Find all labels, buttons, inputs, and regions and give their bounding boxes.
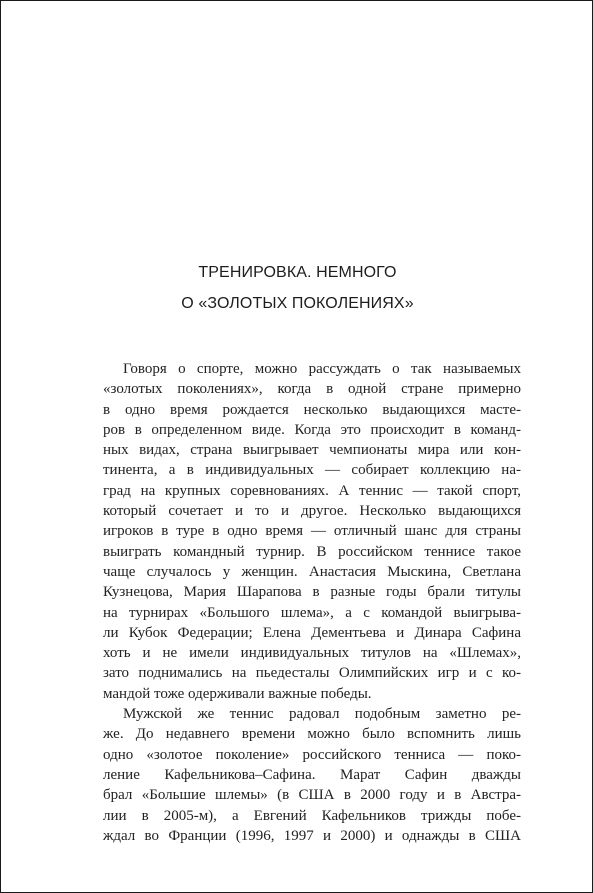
text-line: зато поднимались на пьедесталы Олимпийских игр и с ко-: [103, 665, 521, 682]
text-line: игроков в туре в одно время — отличный шанс для страны: [103, 523, 521, 540]
text-line: Мужской же теннис радовал подобным заметно ре-: [123, 706, 521, 723]
text-line: ров в определенном виде. Когда это происходит в команд-: [103, 421, 521, 438]
text-line: в одно время рождается несколько выдающихся масте-: [103, 401, 521, 418]
text-line: ждал во Франции (1996, 1997 и 2000) и однажды в США: [103, 827, 521, 844]
chapter-title: [1, 257, 593, 319]
text-line: «золотых поколениях», когда в одной стране примерно: [103, 381, 521, 398]
body-text: [103, 359, 521, 846]
paragraph-1: [103, 359, 521, 704]
text-line: выиграть командный турнир. В российском теннисе такое: [103, 543, 521, 560]
text-line: ление Кафельникова–Сафина. Марат Сафин дважды: [103, 766, 521, 783]
text-line: тинента, а в индивидуальных — собирает коллекцию на-: [103, 462, 521, 479]
text-line: мандой тоже одерживали важные победы.: [103, 685, 372, 702]
text-line: одно «золотое поколение» российского тенниса — поко-: [103, 746, 521, 763]
text-line: ли Кубок Федерации; Елена Дементьева и Динара Сафина: [103, 624, 521, 641]
text-line: же. До недавнего времени можно было вспомнить лишь: [103, 726, 521, 743]
text-line: ных видах, страна выигрывает чемпионаты мира или кон-: [103, 442, 521, 459]
text-line: брал «Большие шлемы» (в США в 2000 году и в Австра-: [103, 787, 521, 804]
text-line: град на крупных соревнованиях. А теннис — такой спорт,: [103, 482, 521, 499]
text-line: хоть и не имели индивидуальных титулов на «Шлемах»,: [103, 645, 521, 662]
text-line: который сочетает и то и другое. Несколько выдающихся: [103, 503, 521, 520]
text-line: лии в 2005-м), а Евгений Кафельников трижды побе-: [103, 807, 521, 824]
paragraph-2: [103, 704, 521, 846]
text-line: Кузнецова, Мария Шарапова в разные годы брали титулы: [103, 584, 521, 601]
chapter-title-line: О «ЗОЛОТЫХ ПОКОЛЕНИЯХ»: [181, 295, 414, 312]
text-line: чаще случалось у женщин. Анастасия Мыскина, Светлана: [103, 563, 521, 580]
text-line: на турнирах «Большого шлема», а с командой выигрыва-: [103, 604, 521, 621]
text-line: Говоря о спорте, можно рассуждать о так называемых: [123, 361, 521, 377]
chapter-title-line: ТРЕНИРОВКА. НЕМНОГО: [198, 264, 397, 281]
